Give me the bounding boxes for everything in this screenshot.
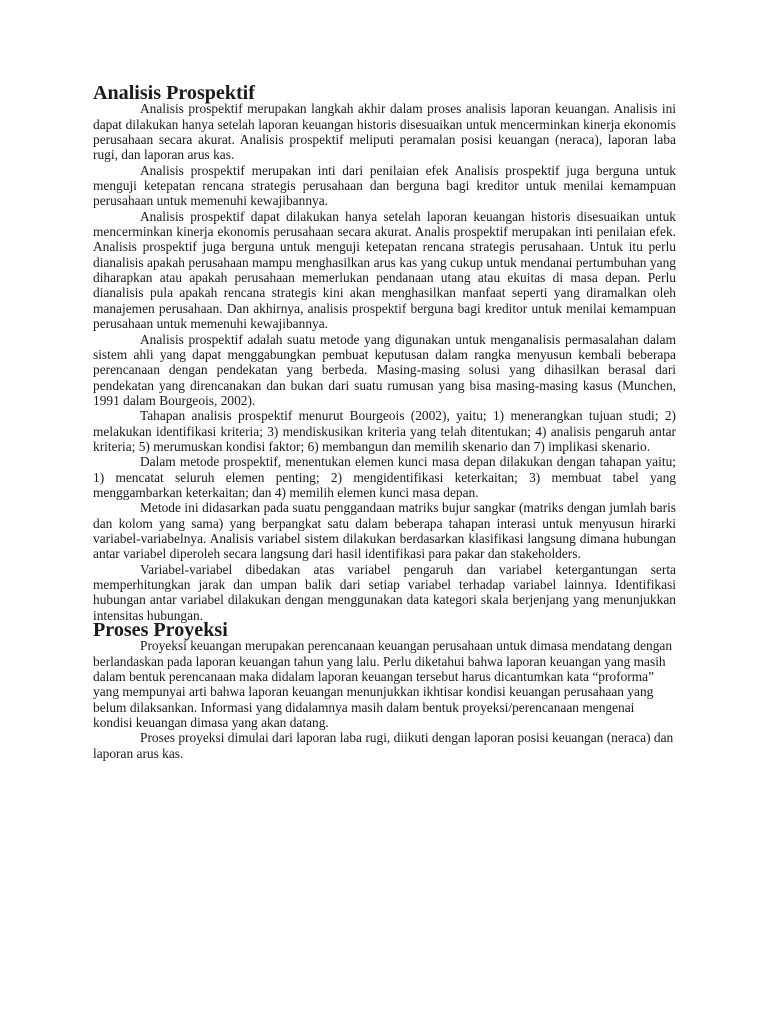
paragraph: Analisis prospektif adalah suatu metode yang digunakan untuk menganalisis permasalahan dalam sistem ahli yang dapat menggabungkan pembuat keputusan dalam rangka menyusun kembali beberapa perencanaan dengan pendekatan yang berbeda. Masing-masing solusi yang dihasilkan berasal dari pendekatan yang direncanakan dan bukan dari suatu rumusan yang bisa masing-masing kasus (Munchen, 1991 dalam Bourgeois, 2002). xyxy=(93,331,676,408)
section-heading-analisis-prospektif: Analisis Prospektif xyxy=(93,82,255,104)
paragraph: Analisis prospektif merupakan inti dari penilaian efek Analisis prospektif juga berguna untuk menguji ketepatan rencana strategis perusahaan dan berguna bagi kreditor untuk menilai kemampuan perusahaan untuk memenuhi kewajibannya. xyxy=(93,162,676,209)
section-heading-proses-proyeksi: Proses Proyeksi xyxy=(93,619,228,642)
paragraph: Variabel-variabel dibedakan atas variabel pengaruh dan variabel ketergantungan serta memperhitungkan jarak dan umpan balik dari setiap variabel terhadap variabel lainnya. Identifikasi hubungan antar variabel dilakukan dengan menggunakan data kategori skala berjenjang yang menunjukkan intensitas hubungan. xyxy=(93,561,676,623)
paragraph: Dalam metode prospektif, menentukan elemen kunci masa depan dilakukan dengan tahapan yaitu; 1) mencatat seluruh elemen penting; 2) mengidentifikasi keterkaitan; 3) membuat tabel yang menggambarkan keterkaitan; dan 4) memilih elemen kunci masa depan. xyxy=(93,454,676,500)
paragraph: Proyeksi keuangan merupakan perencanaan keuangan perusahaan untuk dimasa mendatang dengan berlandaskan pada laporan keuangan tahun yang lalu. Perlu diketahui bahwa laporan keuangan yang masih dalam bentuk perencanaan maka didalam laporan keuangan tersebut harus dicantumkan kata “proforma” yang mempunyai arti bahwa laporan keuangan menunjukkan ikhtisar kondisi keuangan perusahaan yang belum dilaksankan. Informasi yang didalamnya masih dalam bentuk proyeksi/perencanaan mengenai kondisi keuangan dimasa yang akan datang. xyxy=(93,638,673,731)
paragraph: Analisis prospektif merupakan langkah akhir dalam proses analisis laporan keuangan. Analisis ini dapat dilakukan hanya setelah laporan keuangan historis disesuaikan untuk mencerminkan kinerja ekonomis perusahaan secara akurat. Analisis prospektif meliputi peramalan posisi keuangan (neraca), laporan laba rugi, dan laporan arus kas. xyxy=(93,101,676,163)
paragraph: Analisis prospektif dapat dilakukan hanya setelah laporan keuangan historis disesuaikan untuk mencerminkan kinerja ekonomis perusahaan secara akurat. Analis prospektif merupakan inti penilaian efek. Analisis prospektif juga berguna untuk menguji ketepatan rencana strategis perusahaan. Untuk itu perlu dianalisis apakah perusahaan mampu menghasilkan arus kas yang cukup untuk mendanai pertumbuhan yang diharapkan atau apakah perusahaan memerlukan pendanaan utang atau ekuitas di masa depan. Perlu dianalisis pula apakah rencana strategis kini akan menghasilkan manfaat seperti yang diramalkan oleh manajemen perusahaan. Dan akhirnya, analisis prospektif berguna bagi kreditor untuk menilai kemampuan perusahaan untuk memenuhi kewajibannya. xyxy=(93,208,676,332)
paragraph: Tahapan analisis prospektif menurut Bourgeois (2002), yaitu; 1) menerangkan tujuan studi; 2) melakukan identifikasi kriteria; 3) mendiskusikan kriteria yang telah ditentukan; 4) analisis pengaruh antar kriteria; 5) merumuskan kondisi faktor; 6) membangun dan memilih skenario dan 7) implikasi skenario. xyxy=(93,408,676,454)
paragraph: Metode ini didasarkan pada suatu penggandaan matriks bujur sangkar (matriks dengan jumlah baris dan kolom yang sama) yang berpangkat satu dalam beberapa tahapan interasi untuk menyusun hirarki variabel-variabelnya. Analisis variabel sistem dilakukan berdasarkan klasifikasi langsung dimana hubungan antar variabel diperoleh secara langsung dari hasil identifikasi para pakar dan stakeholders. xyxy=(93,500,676,562)
paragraph: Proses proyeksi dimulai dari laporan laba rugi, diikuti dengan laporan posisi keuangan (neraca) dan laporan arus kas. xyxy=(93,730,674,761)
document-page xyxy=(93,82,676,761)
